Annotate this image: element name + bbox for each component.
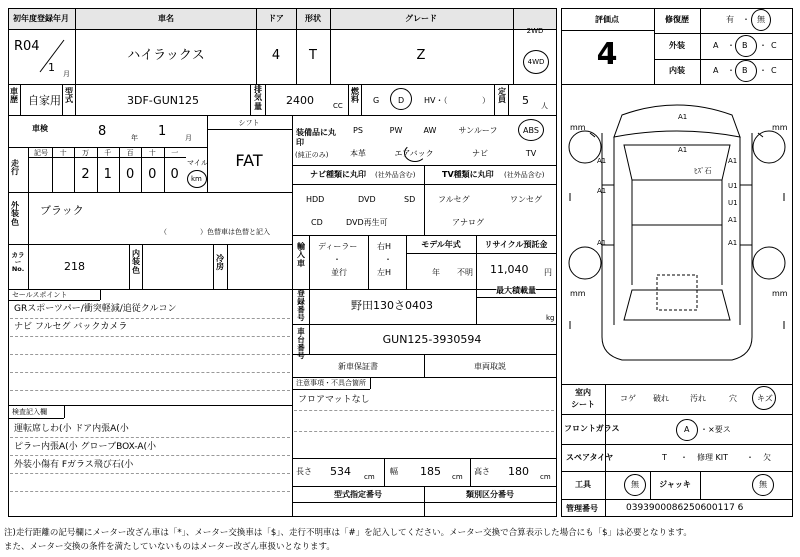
ext-bottom (8, 244, 292, 245)
my-line (406, 253, 557, 254)
damage-mark-2: A1 (678, 146, 688, 154)
damage-mark-1: A1 (678, 113, 688, 121)
mileage-label: 走行 (11, 159, 19, 177)
col-line-reg (75, 8, 76, 84)
damage-mark-11: ﾋｽﾞ石 (694, 167, 712, 175)
windshield-bottom (561, 444, 793, 445)
tv-oneseg: ワンセグ (510, 195, 542, 204)
grade-line2 (654, 59, 793, 60)
mile-div-mark (52, 147, 53, 192)
width-label: 幅 (390, 467, 398, 476)
fuel-label: 燃料 (351, 87, 359, 105)
sales-point-1: GRスポーツパー/衝突軽減/追従クルコン (14, 304, 177, 314)
exterior-value: ブラック (40, 204, 84, 217)
equipment-label: 装備品に丸印 (296, 128, 336, 148)
inspector-line-2: ピラー内張A(小 グローブBOX-A(小 (14, 442, 157, 452)
ext-grade-dot2: ・ (759, 41, 767, 50)
windshield-dot: ・ (700, 425, 708, 434)
mm-2: mm (772, 123, 788, 132)
equipment-item: TV (525, 149, 537, 158)
damage-mark-8: A1 (728, 216, 738, 224)
model-year-unknown: 不明 (457, 268, 473, 277)
score-label: 評価点 (595, 15, 619, 24)
notes-label-line (292, 389, 370, 390)
mile-digit: 0 (170, 167, 179, 182)
mgmt-label: 管理番号 (566, 504, 598, 513)
max-load-label: 最大積載量 (496, 286, 536, 295)
repair-yes: 有 (726, 15, 734, 24)
tv-label: TV種類に丸印 (442, 170, 494, 179)
inspector-label: 検査記入欄 (12, 408, 47, 416)
equipment-item: 本革 (350, 149, 366, 158)
warr-div (424, 354, 425, 377)
first-reg-label: 初年度登録年月 (13, 14, 69, 23)
car-name: ハイラックス (127, 48, 205, 63)
damage-mark-6: U1 (728, 182, 738, 190)
seat-burn: コゲ (620, 394, 636, 403)
usage-value: 自家用 (28, 94, 61, 107)
r2-div7 (361, 84, 362, 115)
footer-line-1: 注)走行距離の記号欄にメーター改ざん車は「*」、メーター交換車は「$」、走行不明車は「#」を記入してください。メーター交換で合算表示した場合にも「$」は必要となります。 (4, 528, 692, 538)
shift-value: FAT (235, 151, 263, 170)
import-dot: ・ (333, 255, 341, 264)
color-no-label: カラーNo. (11, 251, 25, 273)
r2-div4 (250, 84, 251, 115)
handle-l: 左H (377, 268, 392, 277)
spare-bottom (561, 471, 793, 472)
door-label: ドア (268, 14, 284, 23)
damage-mark-7: U1 (728, 199, 738, 207)
mark-label: 記号 (34, 149, 48, 157)
mm-3: mm (570, 289, 586, 298)
seat-scratch: キズ (757, 394, 773, 403)
mile-digit: 0 (125, 167, 135, 182)
recycle-value: 11,040 (490, 263, 529, 276)
insp-bottom (8, 147, 207, 148)
equipment-item: サンルーフ (458, 126, 498, 135)
int-grade-b: B (742, 66, 748, 75)
interior-color-label: 内装色 (132, 249, 140, 275)
length-label: 長さ (296, 467, 312, 476)
mgmt-value: 0393900086250600117 6 (626, 503, 744, 513)
vehicle-manual: 車両取説 (474, 362, 506, 371)
tools-bottom (561, 499, 793, 500)
seat-label-2: シート (571, 400, 595, 409)
width-value: 185 (420, 465, 441, 478)
airbag-partial-circle (404, 144, 426, 162)
sp-dash5 (10, 390, 290, 391)
windshield-a: A (684, 425, 690, 434)
mile-div0 (28, 147, 29, 192)
inspector-top (8, 405, 292, 406)
model-year-unit: 年 (432, 268, 440, 277)
insp-dash1 (10, 437, 290, 438)
grade-label: グレード (405, 14, 437, 23)
chassis-value: GUN125-3930594 (382, 333, 482, 346)
handle-r: 右H (377, 242, 392, 251)
inspector-line-1: 運転席しわ(小 ドア内張A(小 (14, 424, 129, 434)
col-line-grade (513, 8, 514, 84)
r3-div-right (292, 115, 293, 289)
inspector-label-div (64, 405, 65, 418)
import-dealer: ディーラー (318, 242, 358, 251)
insp-dash3 (10, 473, 290, 474)
damage-mark-9: A1 (597, 239, 607, 247)
mile-bottom (8, 192, 292, 193)
ext-grade-b: B (742, 41, 748, 50)
color-no-value: 218 (64, 260, 85, 273)
inspection-month-unit: 月 (185, 134, 192, 142)
chassis-label: 車台番号 (297, 327, 305, 360)
usage-label: 車歴 (10, 87, 18, 105)
cn-bottom (8, 289, 292, 290)
reg-bottom (292, 324, 557, 325)
first-reg-month-unit: 月 (63, 70, 70, 78)
spare-label: スペアタイヤ (566, 453, 614, 462)
notes-value: フロアマットなし (298, 395, 370, 405)
seat-tear: 破れ (653, 394, 669, 403)
inspector-label-line (8, 418, 64, 419)
mile-unit-label: 十 (148, 149, 156, 157)
mile-digit: 0 (148, 167, 157, 182)
r3-div-shift (207, 115, 208, 192)
dims-div2 (470, 458, 471, 486)
r2-div5 (265, 84, 266, 115)
exterior-grade-label: 外装 (669, 41, 685, 50)
mile-div (141, 147, 142, 192)
grade-label-div (700, 8, 701, 84)
equipment-item: PW (389, 126, 403, 135)
height-unit: cm (540, 473, 551, 481)
drive-2wd: 2WD (526, 27, 544, 35)
height-value: 180 (508, 465, 529, 478)
maxload-line (476, 297, 557, 298)
model-year-label: モデル年式 (421, 240, 461, 249)
notes-label: 注意事項・不具合箇所 (296, 379, 366, 387)
exterior-note: 色替車は色替と記入 (207, 228, 270, 236)
spare-dot2: ・ (746, 453, 754, 462)
length-value: 534 (330, 465, 351, 478)
unit-mile: マイル (187, 159, 208, 167)
spare-none: 欠 (763, 453, 771, 462)
handle-dot: ・ (384, 255, 392, 264)
header-line (8, 29, 557, 30)
row1-bottom (8, 84, 557, 85)
repair-none: 無 (757, 15, 765, 24)
displacement-label: 排気量 (254, 85, 262, 111)
ext-grade-a: A (713, 41, 719, 50)
jack-label: ジャッキ (659, 480, 691, 489)
interior-grade-label: 内装 (669, 66, 685, 75)
mile-div (164, 147, 165, 192)
seat-dirt: 汚れ (690, 394, 706, 403)
tools-label: 工具 (575, 480, 591, 489)
tools-div2 (700, 471, 701, 499)
tv-fullseg: フルセグ (438, 195, 470, 204)
notes-dash2 (294, 431, 554, 432)
fuel-close: ） (482, 96, 490, 105)
imp-div4 (476, 235, 477, 289)
inspection-year: 8 (98, 124, 107, 139)
door-value: 4 (271, 48, 281, 63)
shift-label: シフト (238, 119, 260, 127)
damage-mark-5: A1 (597, 187, 607, 195)
navi-dvd: DVD (358, 195, 376, 204)
navi-hdd: HDD (306, 195, 325, 204)
capacity-value: 5 (522, 94, 529, 107)
r2-div3 (75, 84, 76, 115)
r2-div8 (494, 84, 495, 115)
category-label: 類別区分番号 (466, 490, 514, 499)
mile-div (97, 147, 98, 192)
sp-dash2 (10, 336, 290, 337)
score-div (654, 8, 655, 84)
navi-cd: CD (311, 218, 323, 227)
mile-unit-label: 十 (59, 149, 67, 157)
type-designation-label: 型式指定番号 (334, 490, 382, 499)
shift-label-line (207, 129, 292, 130)
inspection-label: 車検 (32, 124, 48, 133)
windshield-label: フロントガラス (564, 424, 620, 433)
mile-unit-label: 万 (82, 149, 89, 157)
col-line-name (256, 8, 257, 84)
insp-dash4 (10, 491, 290, 492)
sp-dash3 (10, 354, 290, 355)
drive-4wd: 4WD (527, 58, 545, 66)
recycle-label: リサイクル預託金 (484, 240, 548, 249)
imp-div2 (368, 235, 369, 289)
navi-label: ナビ種類に丸印 (310, 170, 366, 179)
row2-bottom (8, 115, 557, 116)
score-label-line (561, 30, 654, 31)
int-grade-c: C (771, 66, 777, 75)
mile-unit-label: 一 (171, 149, 179, 157)
shape-value: T (309, 48, 317, 63)
score-value: 4 (596, 37, 618, 72)
footer-line-2: また、メーター交換の条件を満たしていないものはメーター改ざん車扱いとなります。 (4, 542, 335, 552)
cn-div3 (142, 244, 143, 289)
car-diagram (562, 85, 792, 379)
ext-div (28, 192, 29, 244)
int-grade-dot2: ・ (759, 66, 767, 75)
tv-sub: (社外品含む) (504, 171, 545, 179)
damage-mark-10: A1 (728, 239, 738, 247)
tools-none: 無 (631, 480, 639, 489)
shape-label: 形状 (305, 14, 321, 23)
sp-label-div (100, 289, 101, 300)
model-label: 型式 (65, 87, 73, 105)
col-line-shape (330, 8, 331, 84)
right-label-div (605, 384, 606, 517)
r2-div9 (508, 84, 509, 115)
r2-div1 (20, 84, 21, 115)
capacity-label: 定員 (498, 87, 506, 105)
ext-grade-dot1: ・ (727, 41, 735, 50)
cooler-label: 冷房 (216, 254, 224, 272)
inspection-year-unit: 年 (131, 134, 138, 142)
windshield-replace: ×要ス (708, 425, 731, 434)
first-reg-month: 1 (48, 61, 55, 74)
mile-unit-label: 百 (126, 149, 134, 157)
cn-div1 (28, 244, 29, 289)
navi-bottom (292, 235, 557, 236)
equipment-item: ABS (523, 126, 539, 135)
car-name-label: 車名 (158, 14, 174, 23)
notes-label-div (370, 377, 371, 389)
imp-div1 (309, 235, 310, 289)
spare-dot1: ・ (680, 453, 688, 462)
mile-div (119, 147, 120, 192)
sales-points-label: セールスポイント (12, 291, 68, 299)
model-value: 3DF-GUN125 (127, 94, 199, 107)
seat-top (561, 384, 793, 385)
notes-dash1 (294, 410, 554, 411)
displacement-value: 2400 (286, 94, 314, 107)
import-label: 輸入車 (297, 242, 305, 268)
repair-label: 修復歴 (665, 15, 689, 24)
warr-bottom (292, 377, 557, 378)
jack-none: 無 (759, 480, 767, 489)
recycle-unit: 円 (544, 268, 552, 277)
insp-dash2 (10, 455, 290, 456)
dims-top (292, 458, 557, 459)
spare-t: T (662, 453, 667, 462)
fuel-g: G (373, 96, 380, 105)
cn-div5 (227, 244, 228, 289)
mm-1: mm (570, 123, 586, 132)
ext-grade-c: C (771, 41, 777, 50)
grade-value: Z (416, 48, 426, 63)
unit-km: km (191, 175, 202, 183)
sp-dash1 (10, 318, 290, 319)
mm-4: mm (772, 289, 788, 298)
exterior-paren-close: ） (200, 228, 207, 236)
mile-digit: 1 (103, 167, 112, 182)
exterior-label: 外装色 (11, 201, 19, 227)
length-unit: cm (364, 473, 375, 481)
equipment-item: ナビ (472, 149, 488, 158)
maxload-div (476, 289, 477, 324)
col-line-door (296, 8, 297, 84)
exterior-paren: （ (160, 228, 167, 236)
mile-unit-label: 千 (104, 149, 112, 157)
fuel-d: D (398, 96, 405, 105)
navi-sub: (社外品含む) (375, 171, 416, 179)
repair-dot: ・ (742, 15, 750, 24)
inspector-line-3: 外装小傷有 Fガラス飛び石(小 (14, 460, 134, 470)
damage-mark-3: A1 (597, 157, 607, 165)
tools-div1 (650, 471, 651, 499)
mile-div (74, 147, 75, 192)
sp-label-line (8, 300, 100, 301)
height-label: 高さ (474, 467, 490, 476)
width-unit: cm (452, 473, 463, 481)
sp-dash4 (10, 372, 290, 373)
mile-digit: 2 (81, 167, 90, 182)
registration-value: 野田130さ0403 (351, 299, 433, 312)
navi-dvd-play: DVD再生可 (346, 218, 388, 227)
seat-label-1: 室内 (575, 388, 591, 397)
int-grade-dot1: ・ (727, 66, 735, 75)
type-line (292, 502, 557, 503)
seat-bottom (561, 414, 793, 415)
abs-circle (518, 119, 544, 141)
max-load-unit: kg (546, 314, 555, 322)
equipment-item: エアバック (394, 149, 434, 158)
grade-line1 (654, 33, 793, 34)
navi-sd: SD (404, 195, 416, 204)
equipment-item: PS (353, 126, 363, 135)
inspection-month: 1 (158, 124, 167, 139)
new-car-warranty: 新車保証書 (338, 362, 378, 371)
equipment-item: AW (423, 126, 437, 135)
import-parallel: 並行 (331, 268, 347, 277)
int-grade-a: A (713, 66, 719, 75)
navi-tv-div (424, 165, 425, 235)
imp-div3 (406, 235, 407, 289)
damage-mark-4: A1 (728, 157, 738, 165)
reg-div (309, 289, 310, 354)
persons-unit: 人 (541, 102, 548, 110)
seat-hole: 穴 (729, 394, 737, 403)
sales-point-2: ナビ フルセグ バックカメラ (14, 322, 128, 332)
registration-label: 登録番号 (297, 289, 305, 322)
spare-kit: 修理 KIT (697, 453, 729, 462)
first-reg-value: R04 (14, 39, 40, 54)
fuel-hv: HV・（ (424, 96, 448, 105)
tv-analog: アナログ (452, 218, 484, 227)
dims-div1 (384, 458, 385, 486)
equipment-sub: (純正のみ) (295, 151, 329, 159)
cc-unit: CC (333, 102, 343, 110)
